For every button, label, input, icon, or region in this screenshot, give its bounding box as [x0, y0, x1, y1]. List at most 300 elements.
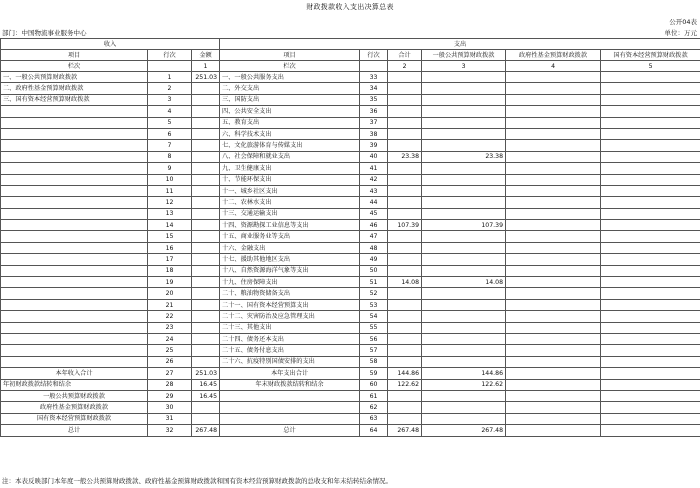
- total-amount-cell: [388, 185, 422, 196]
- income-item-cell: [1, 163, 148, 174]
- income-amount-cell: [192, 345, 220, 356]
- expenditure-line-cell: 58: [360, 356, 388, 367]
- summary-row: [1, 379, 700, 390]
- general-budget-amount-cell: [422, 163, 506, 174]
- table-row: [1, 356, 700, 367]
- table-row: [1, 231, 700, 242]
- income-line-cell: 27: [148, 368, 192, 379]
- summary-row: [1, 390, 700, 401]
- income-item-cell: [1, 174, 148, 185]
- income-item-cell: [1, 345, 148, 356]
- income-item-cell: [1, 311, 148, 322]
- column-no-soe: 5: [601, 61, 700, 72]
- income-item-cell: [1, 242, 148, 253]
- gov-fund-amount-cell: [506, 288, 601, 299]
- gov-fund-amount-cell: [506, 277, 601, 288]
- expenditure-line-cell: 64: [360, 425, 388, 436]
- soe-capital-amount-cell: [601, 379, 700, 390]
- general-budget-amount-cell: [422, 117, 506, 128]
- table-row: [1, 220, 700, 231]
- total-amount-cell: [388, 174, 422, 185]
- gov-fund-amount-cell: [506, 197, 601, 208]
- expenditure-item-cell: [220, 413, 360, 424]
- income-item-cell: [1, 288, 148, 299]
- expenditure-line-cell: 63: [360, 413, 388, 424]
- table-row: [1, 345, 700, 356]
- income-amount-cell: [192, 333, 220, 344]
- income-amount-cell: [192, 140, 220, 151]
- income-amount-cell: [192, 128, 220, 139]
- fiscal-allocation-table: [0, 38, 700, 437]
- table-row: [1, 140, 700, 151]
- income-line-cell: 5: [148, 117, 192, 128]
- general-budget-amount-cell: [422, 311, 506, 322]
- gov-fund-amount-cell: [506, 151, 601, 162]
- general-budget-amount-cell: 107.39: [422, 220, 506, 231]
- table-row: [1, 185, 700, 196]
- soe-capital-amount-cell: [601, 322, 700, 333]
- gov-fund-amount-cell: [506, 94, 601, 105]
- expenditure-line-cell: 37: [360, 117, 388, 128]
- report-title: 财政拨款收入支出决算总表: [306, 3, 394, 11]
- expenditure-line-cell: 49: [360, 254, 388, 265]
- column-no-fund: 4: [506, 61, 601, 72]
- income-amount-cell: [192, 288, 220, 299]
- gov-fund-amount-cell: [506, 140, 601, 151]
- table-row: [1, 254, 700, 265]
- expenditure-line-cell: 47: [360, 231, 388, 242]
- table-row: [1, 106, 700, 117]
- empty-cell: [360, 61, 388, 72]
- expenditure-item-cell: 二十六、抗疫特别国债安排的支出: [220, 356, 360, 367]
- income-amount-cell: [192, 322, 220, 333]
- general-budget-amount-cell: [422, 299, 506, 310]
- gov-fund-amount-cell: [506, 413, 601, 424]
- income-line-cell: 26: [148, 356, 192, 367]
- total-amount-cell: [388, 83, 422, 94]
- summary-row: [1, 402, 700, 413]
- table-row: [1, 242, 700, 253]
- gov-fund-amount-cell: [506, 299, 601, 310]
- gov-fund-amount-cell: [506, 117, 601, 128]
- income-amount-cell: [192, 185, 220, 196]
- footnote: 注：本表反映部门本年度一般公共预算财政拨款、政府性基金预算财政拨款和国有资本经营预算财政拨款的总收支和年末结转结余情况。: [2, 477, 392, 485]
- total-amount-cell: [388, 94, 422, 105]
- expenditure-line-cell: 48: [360, 242, 388, 253]
- expenditure-item-cell: 二十五、债务付息支出: [220, 345, 360, 356]
- income-amount-cell: [192, 311, 220, 322]
- income-item-cell: 二、政府性基金预算财政拨款: [1, 83, 148, 94]
- expenditure-column-label: 栏次: [220, 61, 360, 72]
- gov-fund-amount-cell: [506, 390, 601, 401]
- income-line-header: 行次: [148, 50, 192, 61]
- income-line-cell: 29: [148, 390, 192, 401]
- total-amount-cell: 122.62: [388, 379, 422, 390]
- soe-capital-amount-cell: [601, 413, 700, 424]
- department-label: 部门：中国物流事业服务中心: [2, 29, 87, 37]
- expenditure-item-cell: 四、公共安全支出: [220, 106, 360, 117]
- soe-capital-header: 国有资本经营预算财政拨款: [601, 50, 700, 61]
- column-no-general: 3: [422, 61, 506, 72]
- total-amount-cell: [388, 322, 422, 333]
- general-budget-amount-cell: [422, 231, 506, 242]
- expenditure-item-cell: 十二、农林水支出: [220, 197, 360, 208]
- table-row: [1, 174, 700, 185]
- income-line-cell: 30: [148, 402, 192, 413]
- income-line-cell: 24: [148, 333, 192, 344]
- expenditure-line-cell: 60: [360, 379, 388, 390]
- income-line-cell: 13: [148, 208, 192, 219]
- total-amount-cell: [388, 345, 422, 356]
- income-amount-cell: 16.45: [192, 379, 220, 390]
- soe-capital-amount-cell: [601, 197, 700, 208]
- expenditure-line-cell: 42: [360, 174, 388, 185]
- total-amount-cell: [388, 265, 422, 276]
- table-row: [1, 83, 700, 94]
- soe-capital-amount-cell: [601, 163, 700, 174]
- expenditure-item-cell: 六、科学技术支出: [220, 128, 360, 139]
- table-row: [1, 163, 700, 174]
- soe-capital-amount-cell: [601, 265, 700, 276]
- gov-fund-amount-cell: [506, 402, 601, 413]
- table-row: [1, 128, 700, 139]
- income-item-cell: [1, 140, 148, 151]
- gov-fund-amount-cell: [506, 345, 601, 356]
- expenditure-item-cell: 二十二、灾害防治及应急管理支出: [220, 311, 360, 322]
- soe-capital-amount-cell: [601, 94, 700, 105]
- income-line-cell: 25: [148, 345, 192, 356]
- general-budget-amount-cell: [422, 83, 506, 94]
- income-line-cell: 31: [148, 413, 192, 424]
- income-amount-cell: [192, 83, 220, 94]
- gov-fund-amount-cell: [506, 174, 601, 185]
- expenditure-item-cell: 十一、城乡社区支出: [220, 185, 360, 196]
- income-item-cell: [1, 208, 148, 219]
- soe-capital-amount-cell: [601, 368, 700, 379]
- gov-fund-amount-cell: [506, 356, 601, 367]
- total-amount-cell: [388, 72, 422, 83]
- total-amount-cell: [388, 242, 422, 253]
- general-budget-amount-cell: [422, 72, 506, 83]
- table-row: [1, 311, 700, 322]
- total-amount-cell: [388, 231, 422, 242]
- income-amount-cell: 267.48: [192, 425, 220, 436]
- empty-cell: [148, 61, 192, 72]
- total-amount-cell: [388, 413, 422, 424]
- total-amount-cell: 267.48: [388, 425, 422, 436]
- table-row: [1, 333, 700, 344]
- income-line-cell: 19: [148, 277, 192, 288]
- income-line-cell: 17: [148, 254, 192, 265]
- column-no-total: 2: [388, 61, 422, 72]
- income-amount-cell: [192, 208, 220, 219]
- expenditure-line-cell: 40: [360, 151, 388, 162]
- expenditure-line-cell: 53: [360, 299, 388, 310]
- general-budget-amount-cell: [422, 390, 506, 401]
- table-row: [1, 322, 700, 333]
- soe-capital-amount-cell: [601, 128, 700, 139]
- soe-capital-amount-cell: [601, 106, 700, 117]
- income-amount-cell: [192, 254, 220, 265]
- income-amount-cell: [192, 231, 220, 242]
- soe-capital-amount-cell: [601, 231, 700, 242]
- general-budget-amount-cell: [422, 345, 506, 356]
- income-line-cell: 18: [148, 265, 192, 276]
- expenditure-item-cell: 十、节能环保支出: [220, 174, 360, 185]
- total-amount-cell: 144.86: [388, 368, 422, 379]
- expenditure-item-cell: 十七、援助其他地区支出: [220, 254, 360, 265]
- table-row: [1, 72, 700, 83]
- income-item-cell: [1, 356, 148, 367]
- expenditure-item-cell: 二十一、国有资本经营预算支出: [220, 299, 360, 310]
- income-item-cell: 一、一般公共预算财政拨款: [1, 72, 148, 83]
- income-item-cell: [1, 231, 148, 242]
- income-line-cell: 14: [148, 220, 192, 231]
- general-budget-amount-cell: [422, 140, 506, 151]
- gov-fund-amount-cell: [506, 368, 601, 379]
- total-amount-cell: [388, 197, 422, 208]
- income-amount-cell: [192, 163, 220, 174]
- expenditure-line-cell: 45: [360, 208, 388, 219]
- expenditure-item-cell: 十六、金融支出: [220, 242, 360, 253]
- gov-fund-amount-cell: [506, 231, 601, 242]
- soe-capital-amount-cell: [601, 220, 700, 231]
- income-amount-cell: [192, 151, 220, 162]
- income-item-cell: [1, 117, 148, 128]
- expenditure-line-header: 行次: [360, 50, 388, 61]
- total-amount-cell: [388, 299, 422, 310]
- table-row: [1, 288, 700, 299]
- soe-capital-amount-cell: [601, 425, 700, 436]
- header-row-columns: [1, 50, 700, 61]
- income-item-cell: [1, 185, 148, 196]
- income-amount-cell: [192, 265, 220, 276]
- income-amount-cell: 251.03: [192, 368, 220, 379]
- soe-capital-amount-cell: [601, 185, 700, 196]
- income-line-cell: 11: [148, 185, 192, 196]
- expenditure-item-cell: 本年支出合计: [220, 368, 360, 379]
- expenditure-item-cell: [220, 402, 360, 413]
- gov-fund-amount-cell: [506, 311, 601, 322]
- income-line-cell: 10: [148, 174, 192, 185]
- total-amount-cell: [388, 106, 422, 117]
- expenditure-line-cell: 56: [360, 333, 388, 344]
- gov-fund-amount-cell: [506, 185, 601, 196]
- income-amount-cell: 16.45: [192, 390, 220, 401]
- soe-capital-amount-cell: [601, 140, 700, 151]
- income-amount-header: 金额: [192, 50, 220, 61]
- total-amount-cell: 23.38: [388, 151, 422, 162]
- income-amount-cell: [192, 356, 220, 367]
- income-item-cell: [1, 299, 148, 310]
- income-line-cell: 6: [148, 128, 192, 139]
- income-item-cell: [1, 220, 148, 231]
- total-amount-cell: [388, 208, 422, 219]
- expenditure-item-cell: 五、教育支出: [220, 117, 360, 128]
- expenditure-line-cell: 35: [360, 94, 388, 105]
- expenditure-item-cell: 十五、商业服务业等支出: [220, 231, 360, 242]
- income-column-no: 1: [192, 61, 220, 72]
- general-budget-amount-cell: [422, 197, 506, 208]
- soe-capital-amount-cell: [601, 83, 700, 94]
- table-row: [1, 94, 700, 105]
- gov-fund-amount-cell: [506, 379, 601, 390]
- income-amount-cell: [192, 174, 220, 185]
- general-budget-amount-cell: 144.86: [422, 368, 506, 379]
- income-item-cell: [1, 277, 148, 288]
- soe-capital-amount-cell: [601, 356, 700, 367]
- total-amount-cell: [388, 163, 422, 174]
- income-amount-cell: [192, 402, 220, 413]
- income-item-cell: [1, 322, 148, 333]
- expenditure-item-cell: 一、一般公共服务支出: [220, 72, 360, 83]
- expenditure-line-cell: 61: [360, 390, 388, 401]
- expenditure-line-cell: 52: [360, 288, 388, 299]
- total-amount-cell: [388, 128, 422, 139]
- summary-row: [1, 368, 700, 379]
- income-column-label: 栏次: [1, 61, 148, 72]
- soe-capital-amount-cell: [601, 151, 700, 162]
- income-line-cell: 22: [148, 311, 192, 322]
- soe-capital-amount-cell: [601, 299, 700, 310]
- income-item-cell: [1, 151, 148, 162]
- expenditure-line-cell: 38: [360, 128, 388, 139]
- income-amount-cell: [192, 277, 220, 288]
- income-amount-cell: [192, 106, 220, 117]
- expenditure-line-cell: 36: [360, 106, 388, 117]
- income-line-cell: 8: [148, 151, 192, 162]
- gov-fund-amount-cell: [506, 265, 601, 276]
- gov-fund-amount-cell: [506, 220, 601, 231]
- expenditure-line-cell: 55: [360, 322, 388, 333]
- soe-capital-amount-cell: [601, 72, 700, 83]
- gov-fund-amount-cell: [506, 322, 601, 333]
- gov-fund-amount-cell: [506, 254, 601, 265]
- expenditure-item-cell: 年末财政拨款结转和结余: [220, 379, 360, 390]
- income-line-cell: 23: [148, 322, 192, 333]
- general-budget-amount-cell: [422, 265, 506, 276]
- general-budget-amount-cell: [422, 174, 506, 185]
- general-budget-amount-cell: [422, 208, 506, 219]
- general-budget-header: 一般公共预算财政拨款: [422, 50, 506, 61]
- expenditure-item-cell: [220, 390, 360, 401]
- income-header: 收入: [1, 39, 220, 50]
- income-item-cell: 政府性基金预算财政拨款: [1, 402, 148, 413]
- total-amount-cell: [388, 254, 422, 265]
- general-budget-amount-cell: [422, 94, 506, 105]
- total-amount-cell: [388, 311, 422, 322]
- expenditure-line-cell: 50: [360, 265, 388, 276]
- expenditure-item-cell: 十九、住房保障支出: [220, 277, 360, 288]
- general-budget-amount-cell: [422, 242, 506, 253]
- total-amount-cell: [388, 356, 422, 367]
- general-budget-amount-cell: [422, 402, 506, 413]
- soe-capital-amount-cell: [601, 390, 700, 401]
- table-row: [1, 265, 700, 276]
- income-item-cell: 一般公共预算财政拨款: [1, 390, 148, 401]
- general-budget-amount-cell: [422, 322, 506, 333]
- gov-fund-amount-cell: [506, 106, 601, 117]
- expenditure-item-cell: 三、国防支出: [220, 94, 360, 105]
- form-number: 公开04表: [669, 18, 697, 26]
- income-line-cell: 15: [148, 231, 192, 242]
- gov-fund-amount-cell: [506, 72, 601, 83]
- income-item-cell: [1, 265, 148, 276]
- expenditure-line-cell: 62: [360, 402, 388, 413]
- income-item-cell: [1, 106, 148, 117]
- income-amount-cell: [192, 413, 220, 424]
- income-item-header: 项目: [1, 50, 148, 61]
- expenditure-item-cell: 七、文化旅游体育与传媒支出: [220, 140, 360, 151]
- soe-capital-amount-cell: [601, 277, 700, 288]
- table-row: [1, 208, 700, 219]
- income-line-cell: 4: [148, 106, 192, 117]
- summary-row: [1, 413, 700, 424]
- income-item-cell: 国有资本经营预算财政拨款: [1, 413, 148, 424]
- table-row: [1, 117, 700, 128]
- general-budget-amount-cell: 267.48: [422, 425, 506, 436]
- soe-capital-amount-cell: [601, 402, 700, 413]
- total-amount-cell: [388, 288, 422, 299]
- expenditure-item-cell: 十三、交通运输支出: [220, 208, 360, 219]
- soe-capital-amount-cell: [601, 345, 700, 356]
- gov-fund-header: 政府性基金预算财政拨款: [506, 50, 601, 61]
- total-amount-cell: [388, 140, 422, 151]
- income-amount-cell: [192, 220, 220, 231]
- summary-row: [1, 425, 700, 436]
- expenditure-item-cell: 总计: [220, 425, 360, 436]
- expenditure-item-cell: 二、外交支出: [220, 83, 360, 94]
- expenditure-header: 支出: [220, 39, 700, 50]
- income-amount-cell: [192, 299, 220, 310]
- expenditure-line-cell: 33: [360, 72, 388, 83]
- expenditure-line-cell: 57: [360, 345, 388, 356]
- gov-fund-amount-cell: [506, 208, 601, 219]
- gov-fund-amount-cell: [506, 83, 601, 94]
- expenditure-item-cell: 八、社会保障和就业支出: [220, 151, 360, 162]
- table-row: [1, 277, 700, 288]
- income-line-cell: 12: [148, 197, 192, 208]
- expenditure-line-cell: 44: [360, 197, 388, 208]
- income-line-cell: 28: [148, 379, 192, 390]
- gov-fund-amount-cell: [506, 333, 601, 344]
- gov-fund-amount-cell: [506, 242, 601, 253]
- soe-capital-amount-cell: [601, 208, 700, 219]
- income-line-cell: 1: [148, 72, 192, 83]
- income-item-cell: [1, 333, 148, 344]
- income-line-cell: 7: [148, 140, 192, 151]
- header-row-column-numbers: [1, 61, 700, 72]
- general-budget-amount-cell: 122.62: [422, 379, 506, 390]
- soe-capital-amount-cell: [601, 174, 700, 185]
- income-line-cell: 16: [148, 242, 192, 253]
- total-amount-cell: 107.39: [388, 220, 422, 231]
- total-amount-cell: [388, 402, 422, 413]
- expenditure-line-cell: 59: [360, 368, 388, 379]
- income-amount-cell: [192, 242, 220, 253]
- general-budget-amount-cell: [422, 128, 506, 139]
- general-budget-amount-cell: [422, 106, 506, 117]
- expenditure-item-cell: 二十四、债务还本支出: [220, 333, 360, 344]
- general-budget-amount-cell: [422, 413, 506, 424]
- total-header: 合计: [388, 50, 422, 61]
- expenditure-item-cell: 十四、资源勘探工业信息等支出: [220, 220, 360, 231]
- expenditure-line-cell: 51: [360, 277, 388, 288]
- income-item-cell: [1, 197, 148, 208]
- table-row: [1, 299, 700, 310]
- expenditure-item-cell: 九、卫生健康支出: [220, 163, 360, 174]
- income-amount-cell: [192, 117, 220, 128]
